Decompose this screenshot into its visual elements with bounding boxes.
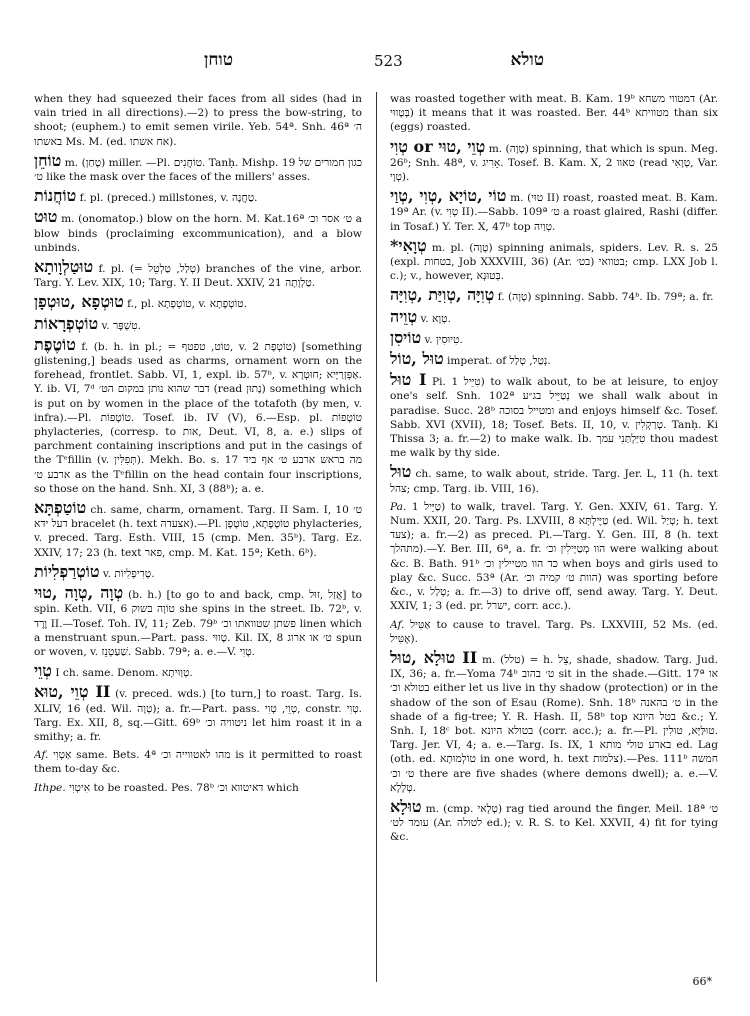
dictionary-entry <box>390 287 718 304</box>
entry-text: Pi. טִיֵּיל 1) to walk about, to be at leisure, to enjoy one's self. Snh. 102ª נְטַיֵּיל בג״ע we shall walk about in paradise. Succ. 28ᵇ ומטייל בסוכה and enjoys himself &c. Tosef. Sabb. XVI (XVII), 18; Tosef. Bets. II, 10, v. טְרַקְלִין. Tanḥ. Ki Thissa 3; a. fr.—2) to make walk. Ib. טִיַּלְתַּנִי עמך thou madest me walk by thy side. <box>390 376 718 460</box>
entry-headword: טְוִיָּה ,טְוִיַּת ,טְוִיָּה <box>390 285 495 305</box>
entry-text: when they had squeezed their faces from all sides (had in vain tried in all directions).—2) to press the bow-string, to shoot; (euphem.) to emit semen virile. Yeb. 54ª. Snh. 46ª ה׳ באשתו Ms. M. (ed. אח אשתו). <box>34 93 362 148</box>
entry-text: v. טִיוּסִין. <box>424 333 463 346</box>
entry-text: v. טְרִיפְלִיוֹת. <box>102 567 155 580</box>
dictionary-entry <box>34 92 362 149</box>
entry-headword: טְוֵיה <box>390 306 418 326</box>
dictionary-entry <box>34 684 362 744</box>
entry-headword: טוֹטַפְתָּא <box>34 498 87 518</box>
dictionary-entry <box>390 618 718 646</box>
entry-text: טַיֵּיל 1) to walk, travel. Targ. Y. Gen. XXIV, 61. Targ. Y. Num. XXII, 20. Targ. Ps. LXVIII, 8 טַיֶּילְתָּא (ed. Wil. טְיַל; h. text צעד); a. fr.—2) as preced. Pi.—Targ. Y. Gen. III, 8 (h. text מתהלך).—Y. Ber. III, 6ª, a. fr. הוו מְטַיְּילִין וכ׳ were walking about &c. B. Bath. 91ᵇ כד הוו מטיילין וכ׳ when boys and girls used to play &c. Succ. 53ª (Ar. הוות ט׳ קמיה וכ׳) was sporting before &c., v. טְלַל; a. fr.—3) to drive off, send away. Targ. Y. Deut. XXIV, 1; 3 (ed. pr. ישרל, corr. acc.). <box>390 500 718 613</box>
dictionary-entry <box>390 796 718 845</box>
entry-text: (b. h.) [to go to and back, cmp. אֲזַל ,זוּל] to spin. Keth. VII, 6 טוֹוָה בשוק she spins in the street. Ib. 72ᵇ, v. וֶרֶד II.—Tosef. Toh. IV, 11; Zeb. 79ᵇ פשתן שטוואתו וכ׳ linen which a menstruant spun.—Part. pass. טָווּי. Kil. IX, 8 ט׳ או ארוג spun or woven, v. שַׁעַטְנֵז. Sabb. 79ª; a. e.—V. טָוִי. <box>34 589 362 658</box>
entry-text: I ch. same. Denom. טְוַוּיתָא. <box>55 667 193 680</box>
dictionary-entry <box>390 464 718 495</box>
right-column <box>390 92 718 992</box>
entry-text: (v. preced. wds.) [to turn,] to roast. Targ. Is. XLIV, 16 (ed. Wil. טְוָה); a. fr.—Part. pass. טְוֵי, טְוִי, constr. טְוִי. Targ. Ex. XII, 8, sq.—Gitt. 69ᵇ ניטוויה וכ׳ let him roast it in a smithy; a. fr. <box>34 688 362 743</box>
entry-headword: Ithpe. <box>34 781 66 794</box>
entry-text: אַטִּיל to cause to travel. Targ. Ps. LXXVIII, 52 Ms. (ed. אָטִּיל). <box>390 618 718 645</box>
entry-text: v. טְוָא. <box>420 312 451 325</box>
dictionary-entry <box>390 92 718 135</box>
entry-text: m. (טָוָה) spinning, that which is spun. Meg. 26ᵇ; Snh. 48ª, v. אָרִיג. Tosef. B. Kam. X, 2 טאוו (read טְוָאִי, Var. טְוָי). <box>390 142 718 184</box>
entry-headword: טוֹטְרַפְלִיוֹת <box>34 561 100 581</box>
column-divider <box>376 92 377 982</box>
entry-headword: Af. <box>390 618 405 631</box>
dictionary-entry <box>34 150 362 184</box>
dictionary-entry <box>390 372 718 460</box>
signature-mark: 66* <box>692 975 712 988</box>
entry-text: ch. same, charm, ornament. Targ. II Sam. I, 10 ט׳ דעל ידא bracelet (h. text אצעדה).—Pl. טוֹטָפָתָא, טוֹטָפָן phylacteries, v. preced. Targ. Esth. VIII, 15 (cmp. Men. 35ᵇ). Targ. Ez. XXIV, 17; 23 (h. text פאר, cmp. M. Kat. 15ª; Keth. 6ᵇ). <box>34 504 362 559</box>
dictionary-entry <box>34 313 362 333</box>
dictionary-entry <box>390 327 718 347</box>
entry-headword: טוֹטֶפֶת <box>34 334 76 354</box>
entry-text: m. (טוּי II) roast, roasted meat. B. Kam. 19ª Ar. (v. טְוִי II).—Sabb. 109ª ט׳ a roast glaired, Rashi (differ. in Tosaf.) Y. Ter. X, 47ᵇ top טְוַיִה. <box>390 192 718 233</box>
entry-text: m. (cmp. טְלָאי) rag tied around the finger. Meil. 18ª ט׳ עומד לט׳ (Ar. לטולה ed.); v. R. S. to Kel. XXVII, 4) fit for tying &c. <box>390 802 718 844</box>
entry-text: was roasted together with meat. B. Kam. 19ᵇ דמטווי משחא (Ar. בְּטָווּי) it means that it was roasted. Ber. 44ᵇ מטוויתא than six (eggs) roasted. <box>390 93 718 134</box>
entry-text: f. pl. (= טְלַל, טַלְטֵל) branches of the vine, arbor. Targ. Y. Lev. XIX, 10; Targ. Y. II Deut. XXIV, 21 טַלְוָתָה. <box>34 263 362 290</box>
entry-text: f. (טָוָה) spinning. Sabb. 74ᵇ. Ib. 79ª; a. fr. <box>497 291 714 304</box>
dictionary-entry <box>34 500 362 560</box>
left-column <box>34 92 362 968</box>
dictionary-entry <box>34 561 362 581</box>
dictionary-entry <box>34 334 362 496</box>
dictionary-entry <box>390 136 718 185</box>
dictionary-entry <box>34 294 362 311</box>
entry-text: f. pl. (preced.) millstones, v. טַחֲנָה. <box>79 192 258 205</box>
entry-text: m. pl. (טָוָה) spinning animals, spiders. Lev. R. s. 25 (expl. בטחות, Job XXXVIII, 36) (Ar. בט׳) בטוואי; cmp. LXX Job l. c.); v., however, בְּטוּנְא. <box>390 241 718 283</box>
entry-headword: Pa. <box>390 500 407 513</box>
entry-text: אִיטְוִי to be roasted. Pes. 78ᵇ דאיטווא וכ׳ which <box>69 781 299 794</box>
dictionary-entry <box>34 209 362 255</box>
entry-text: m. (onomatop.) blow on the horn. M. Kat.16ª ט׳ אסר וכ׳ a blow binds (proclaiming excommunication), and a blow unbinds. <box>34 213 362 254</box>
dictionary-entry <box>34 748 362 776</box>
entry-headword: טְוָה ,טְוָה ,טוּי <box>34 583 124 603</box>
entry-headword: טוֹי ,טוֹיָא ,טְוִי ,טְוַי <box>390 186 507 206</box>
page-header <box>30 50 720 74</box>
entry-headword: טוּל I <box>390 370 427 390</box>
entry-text: אַטְוִי same. Bets. 4ª מהו לאטווייה וכ׳ is it permitted to roast them to-day &c. <box>34 749 362 776</box>
running-headword-left: טוחן <box>204 50 234 70</box>
dictionary-entry <box>34 663 362 680</box>
dictionary-entry <box>34 259 362 290</box>
dictionary-entry <box>390 647 718 795</box>
entry-text: m. (טָחַן) miller. —Pl. טוֹחֲנִים. Tanḥ. Mishp. 19 כגון חמורים של ט׳ like the mask over the faces of the millers' asses. <box>34 156 362 184</box>
entry-text: imperat. of נְטַל, טְלַל. <box>447 355 551 368</box>
dictionary-entry <box>34 781 362 795</box>
dictionary-entry <box>390 351 718 368</box>
dictionary-entry <box>390 306 718 326</box>
entry-headword: טוֹטְפְרָאוֹת <box>34 313 99 333</box>
entry-text: m. (טלל) = h. צֵל, shade, shadow. Targ. Jud. IX, 36; a. fr.—Yoma 74ᵇ ט׳ בהוב sit in the shade.—Gitt. 17ª או בטולא וכ׳ either let us live in thy shadow (protection) or in the shadow of the son of Esau (Rome). Snh. 18ᵇ ט׳ בהאנה in the shade of a fig-tree; Y. R. Hash. II, 58ᵇ top בטל היונא &c.; Y. Snh. I, 18ᶜ bot. בטולא היונא (corr. acc.); a. fr.—Pl. טוּלַּיָּא, טוּלִין. Targ. Jer. VI, 4; a. e.—Targ. Is. IX, 1 בארע טולי מותא ed. Lag (oth. ed. טוֹלְמוּתָא in one word, h. text צלמות).—Pes. 111ᵇ חמשה ט׳ וכ׳ there are five shades (where demons dwell); a. e.—V. טְלָלָא. <box>390 653 718 794</box>
entry-headword: טוּטְפָא ,טוּטְפָן <box>34 292 124 312</box>
entry-text: v. טִשְׁפָּר. <box>101 319 141 332</box>
entry-headword: *טְוָאִי <box>390 235 427 255</box>
entry-text: f. (b. h. in pl.; = טוֹט, טפטף, v. טוֹטְפָת 2) [something glistening,] beads used as charms, ornament worn on the forehead, frontlet. Sabb. VI, 1, expl. ib. 57ᵇ, v. אַפְּזְרַיָּיא ;חוּטְרָא. Y. ib. VI, 7ᵈ דבר שהוא נותן במקום הט׳ (read נָתוּן) something which is put on by women in the place of the totafoth (by men, v. infra).—Pl. טוֹטָפוֹת. Tosef. ib. IV (V), 6.—Esp. pl. טוֹטָפוֹת phylacteries, (corresp. to אות, Deut. VI, 8, a. e.) slips of parchment containing inscriptions and put in the casings of the Tᵉfillin (v. תְּפִלִּין). Mekh. Bo. s. 17 מה בראש ארבע ט׳ אף ביד ארבע ט׳ as the Tᵉfillin on the head contain four inscriptions, so those on the hand. Snh. XI, 3 (88ᵇ); a. e. <box>34 340 362 495</box>
dictionary-entry <box>34 188 362 205</box>
entry-text: ch. same, to walk about, stride. Targ. Jer. L, 11 (h. text צהל; cmp. Targ. ib. VIII, 16). <box>390 468 718 495</box>
dictionary-entry <box>34 585 362 659</box>
entry-headword: טוֹיסִן <box>390 327 422 347</box>
entry-headword: Af. <box>34 749 49 762</box>
dictionary-entry <box>390 500 718 614</box>
page-number: 523 <box>374 52 403 70</box>
entry-headword: טוֹחֲנוֹת <box>34 186 77 206</box>
entry-headword: טוּלָא ,טוּל II <box>390 647 478 667</box>
dictionary-entry <box>390 235 718 284</box>
entry-headword: טוּל ,טוֹל <box>390 349 444 369</box>
entry-headword: טוּט <box>34 207 58 227</box>
running-headword-right: טולא <box>510 50 544 70</box>
entry-headword: טוּלָא <box>390 796 422 816</box>
entry-headword: טוֹחֵן <box>34 150 62 170</box>
entry-headword: טוּל <box>390 462 412 482</box>
entry-headword: טְוֵי <box>34 661 52 681</box>
entry-headword: טוּטַלְוָותָא <box>34 257 94 277</box>
dictionary-entry <box>390 188 718 234</box>
entry-text: f., pl. טוֹטְפָתָא, v. טוֹטְפָתָא. <box>127 298 248 311</box>
entry-headword: טְוִי or טְוֵי ,טוּי <box>390 136 486 156</box>
entry-headword: טְוֵי ,טוּא II <box>34 682 111 702</box>
